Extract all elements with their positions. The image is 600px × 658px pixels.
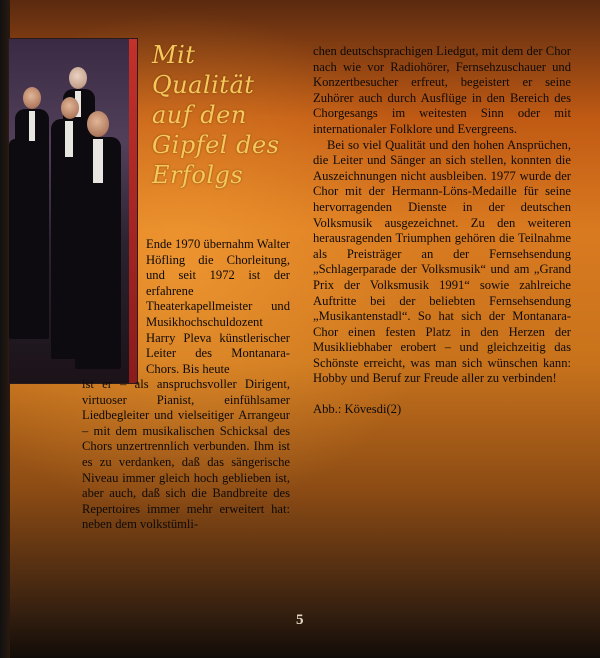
title-line: Qualität (152, 71, 255, 99)
page-number: 5 (296, 612, 304, 628)
choir-photo (8, 38, 138, 384)
title-line: Mit (152, 41, 196, 69)
paragraph: Ende 1970 übernahm Walter Höfling die Chorleitung, und seit 1972 ist der erfahrene Theaterkapellmeister und Musikhochschuldozent Harry Pleva künstlerischer Leiter des Montanara-Chors. Bis heute (146, 237, 290, 376)
paragraph: chen deutschsprachigen Liedgut, mit dem der Chor nach wie vor Radiohörer, Fernsehzuschauer und Konzertbesucher erfreut, begeistert er seine Zuhörer auch durch Ausflüge in den Bereich des Chorgesangs im weitesten Sinn oder mit internationaler Folklore und Evergreens. (313, 44, 571, 136)
stage-curtain (129, 39, 137, 383)
right-column (313, 44, 571, 418)
left-column-top (146, 237, 290, 377)
article-title (152, 40, 292, 190)
paragraph: ist er – als anspruchsvoller Dirigent, virtuoser Pianist, einfühlsamer Liedbegleiter und vielseitiger Arrangeur – mit dem musikalischen Schicksal des Chors unzertrennlich verbunden. Ihm ist es zu verdanken, daß das sängerische Niveau immer gleich hoch geblieben ist, aber auch, daß sich die Bandbreite des Repertoires immer mehr erweitert hat: neben dem volkstümli- (82, 377, 290, 532)
photo-credit: Abb.: Kövesdi(2) (313, 402, 402, 417)
paragraph: Bei so viel Qualität und den hohen Ansprüchen, die Leiter und Sänger an sich stellen, konnten die Auszeichnungen nicht ausbleiben. 1977 wurde der Chor mit der Hermann-Löns-Medaille für seine hervorragenden Dienste in der deutschen Volksmusik ausgezeichnet. Zu den weiteren herausragenden Triumphen gehören die Teilnahme als Preisträger an der Fernsehsendung „Schlagerparade der Volksmusik“ und am „Grand Prix der Volksmusik 1991“ sowie zahlreiche Auftritte bei der beliebten Fernsehsendung „Musikantenstadl“. So hat sich der Montanara-Chor einen festen Platz in den Herzen der Musikliebhaber erobert – und gleichzeitig das Schönste erreicht, was man sich wünschen kann: Hobby und Beruf zur Freude aller zu verbinden! (313, 137, 571, 386)
title-line: Gipfel des (152, 131, 280, 159)
left-column-bottom (82, 377, 290, 533)
title-line: auf den (152, 101, 247, 129)
title-line: Erfolgs (152, 161, 244, 189)
